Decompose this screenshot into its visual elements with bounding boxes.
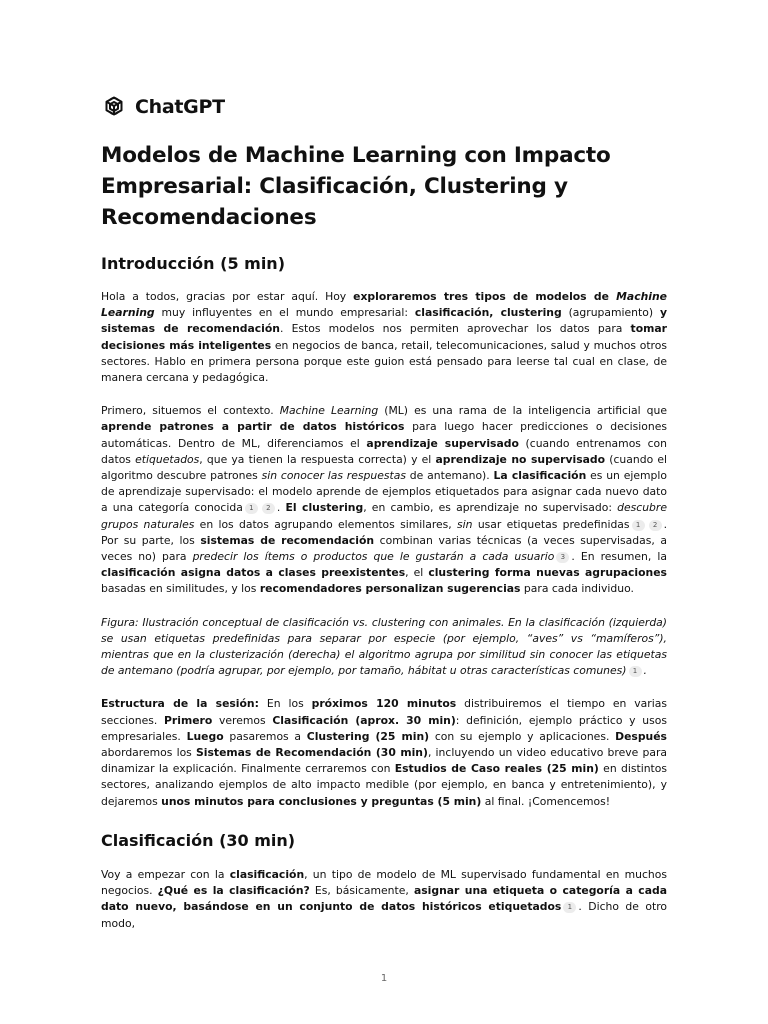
document-page [101,92,667,949]
figure-caption: Figura: Ilustración conceptual de clasificación vs. clustering con animales. En la clasificación (izquierda) se usan etiquetas predefinidas para separar por especie (por ejemplo, “aves” vs “mamíferos”), mientras que en la clusterización (derecha) el algoritmo agrupa por similitud sin conocer las etiquetas de antemano (podría agrupar, por ejemplo, por tamaño, hábitat u otras características comunes) 1 . [101,615,667,678]
section-heading-introduccion: Introducción (5 min) [101,254,285,273]
paragraph-clasificacion: Voy a empezar con la clasificación, un tipo de modelo de ML supervisado fundamental en muchos negocios. ¿Qué es la clasificación? Es, básicamente, asignar una etiqueta o categoría a cada dato nuevo, basándose en un conjunto de datos históricos etiquetados 1 . Dicho de otro modo, [101,867,667,930]
citation-badge[interactable]: 2 [262,503,275,514]
citation-badge[interactable]: 1 [632,520,645,531]
citation-badge[interactable]: 1 [245,503,258,514]
citation-badge[interactable]: 3 [556,552,569,563]
citation-badge[interactable]: 1 [563,902,576,913]
document-title: Modelos de Machine Learning con Impacto Empresarial: Clasificación, Clustering y Recomendaciones [101,143,611,230]
citation-badge[interactable]: 1 [629,666,642,677]
citation-badge[interactable]: 2 [649,520,662,531]
paragraph-context: Primero, situemos el contexto. Machine Learning (ML) es una rama de la inteligencia artificial que aprende patrones a partir de datos históricos para luego hacer predicciones o decisiones automáticas. Dentro de ML, diferenciamos el aprendizaje supervisado (cuando entrenamos con datos etiquetados, que ya tienen la respuesta correcta) y el aprendizaje no supervisado (cuando el algoritmo descubre patrones sin conocer las respuestas de antemano). La clasificación es un ejemplo de aprendizaje supervisado: el modelo aprende de ejemplos etiquetados para asignar cada nuevo dato a una categoría conocida 1 2 . El clustering, en cambio, es aprendizaje no supervisado: descubre grupos naturales en los datos agrupando elementos similares, sin usar etiquetas predefinidas 1 2 . Por su parte, los sistemas de recomendación combinan varias técnicas (a veces supervisadas, a veces no) para predecir los ítems o productos que le gustarán a cada usuario 3 . En resumen, la clasificación asigna datos a clases preexistentes, el clustering forma nuevas agrupaciones basadas en similitudes, y los recomendadores personalizan sugerencias para cada individuo. [101,404,667,596]
page-number: 1 [380,973,388,984]
section-heading-clasificacion: Clasificación (30 min) [101,830,296,850]
brand-logo [101,92,667,122]
paragraph-session-structure: Estructura de la sesión: En los próximos 120 minutos distribuiremos el tiempo en varias secciones. Primero veremos Clasificación (aprox. 30 min): definición, ejemplo práctico y usos empresariales. Luego pasaremos a Clustering (25 min) con su ejemplo y aplicaciones. Después abordaremos los Sistemas de Recomendación (30 min), incluyendo un video educativo breve para dinamizar la explicación. Finalmente cerraremos con Estudios de Caso reales (25 min) en distintos sectores, analizando ejemplos de alto impacto medible (por ejemplo, en banca y entretenimiento), y dejaremos unos minutos para conclusiones y preguntas (5 min) al final. ¡Comencemos! [101,697,668,808]
brand-name: ChatGPT [135,96,225,118]
openai-knot-icon [101,94,127,120]
paragraph-intro: Hola a todos, gracias por estar aquí. Hoy exploraremos tres tipos de modelos de Machine Learning muy influyentes en el mundo empresarial: clasificación, clustering (agrupamiento) y sistemas de recomendación. Estos modelos nos permiten aprovechar los datos para tomar decisiones más inteligentes en negocios de banca, retail, telecomunicaciones, salud y muchos otros sectores. Hablo en primera persona porque este guion está pensado para leerse tal cual en clase, de manera cercana y pedagógica. [101,290,667,385]
